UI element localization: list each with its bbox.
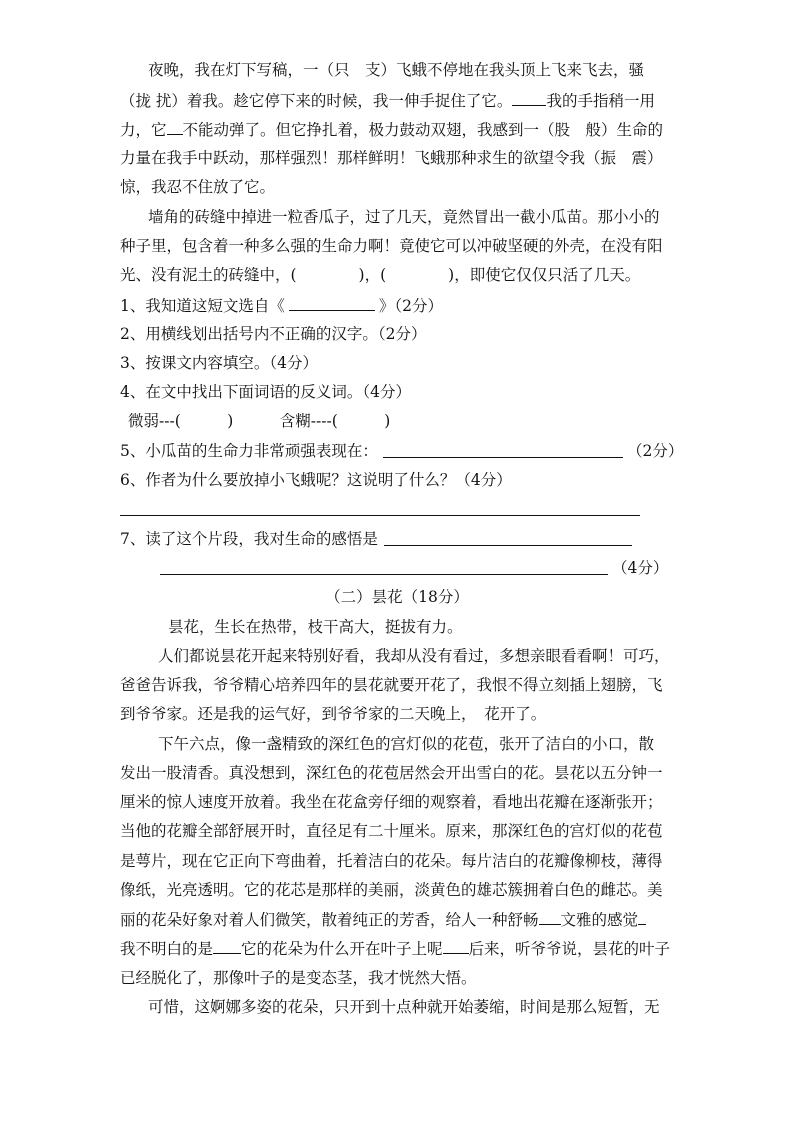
answer-line-q6[interactable] [120, 515, 640, 516]
section-title: （二）昙花（18分） [325, 588, 469, 606]
blank[interactable] [443, 937, 469, 954]
section2-line: 当他的花瓣全部舒展开时，直径足有二十厘米。原来，那深红色的宫灯似的花苞 [120, 822, 663, 840]
question-2: 2、用横线划出括号内不正确的汉字。（2分） [120, 325, 427, 343]
question-5: 5、小瓜苗的生命力非常顽强表现在： [120, 442, 378, 460]
passage1-line: 夜晚，我在灯下写稿，一（只 支）飞蛾不停地在我头顶上飞来飞去，骚 [148, 61, 645, 79]
blank[interactable] [213, 937, 241, 954]
blank[interactable] [638, 908, 646, 925]
question-5-score: （2分） [627, 442, 684, 460]
section2-line: 丽的花朵好象对着人们微笑，散着纯正的芳香，给人一种舒畅 文雅的感觉 [120, 908, 680, 931]
section2-line: 下午六点，像一盏精致的深红色的宫灯似的花苞，张开了洁白的小口，散 [158, 735, 655, 753]
section2-line: 已经脱化了，那像叶子的是变态茎，我才恍然大悟。 [120, 969, 477, 987]
question-7-score: （4分） [612, 559, 669, 577]
answer-line-q7[interactable] [384, 545, 632, 546]
answer-line-q7b[interactable] [160, 574, 608, 575]
passage1-line: 墙角的砖缝中掉进一粒香瓜子，过了几天，竟然冒出一截小瓜苗。那小小的 [148, 208, 660, 226]
section2-line: 发出一股清香。真没想到，深红色的花苞居然会开出雪白的花。昙花以五分钟一 [120, 764, 663, 782]
section2-line: 昙花，生长在热带，枝干高大，挺拔有力。 [168, 618, 463, 636]
blank[interactable] [512, 89, 546, 106]
question-4-words: 微弱---( ) 含糊----( ) [128, 412, 391, 430]
blank[interactable] [539, 908, 561, 925]
section2-line: 可惜，这婀娜多姿的花朵，只开到十点种就开始萎缩，时间是那么短暂，无 [148, 998, 660, 1016]
section2-line: 厘米的惊人速度开放着。我坐在花盒旁仔细的观察着，看地出花瓣在逐渐张开； [120, 793, 663, 811]
passage1-line: 惊，我忍不住放了它。 [120, 178, 276, 196]
passage1-line: 力，它 不能动弹了。但它挣扎着，极力鼓动双翅，我感到一（股 般）生命的 [120, 118, 680, 141]
question-6: 6、作者为什么要放掉小飞蛾呢？这说明了什么？（4分） [120, 471, 512, 489]
section2-line: 爸爸告诉我，爷爷精心培养四年的昙花就要开花了，我恨不得立刻插上翅膀，飞 [120, 676, 663, 694]
question-4: 4、在文中找出下面词语的反义词。（4分） [120, 383, 411, 401]
blank[interactable] [167, 118, 183, 135]
section2-line: 我不明白的是 它的花朵为什么开在叶子上呢 后来，听爷爷说，昙花的叶子 [120, 937, 680, 960]
passage1-line: （拢 扰）着我。趁它停下来的时候，我一伸手捉住了它。 我的手指稍一用 [120, 89, 680, 112]
question-7: 7、读了这个片段，我对生命的感悟是 [120, 530, 378, 548]
passage1-line: 种子里，包含着一种多么强的生命力啊！竟使它可以冲破坚硬的外壳，在没有阳 [120, 237, 663, 255]
section2-line: 像纸，光亮透明。它的花芯是那样的美丽，淡黄色的雄芯簇拥着白色的雌芯。美 [120, 881, 663, 899]
question-1: 1、我知道这短文选自《 》（2分） [120, 294, 680, 317]
section2-line: 是萼片，现在它正向下弯曲着，托着洁白的花朵。每片洁白的花瓣像柳枝，薄得 [120, 852, 663, 870]
passage1-line: 光、没有泥土的砖缝中，( )，( )，即使它仅仅只活了几天。 [120, 266, 641, 284]
section2-line: 到爷爷家。还是我的运气好，到爷爷家的二天晚上， 花开了。 [120, 705, 547, 723]
question-3: 3、按课文内容填空。（4分） [120, 354, 318, 372]
passage1-line: 力量在我手中跃动，那样强烈！那样鲜明！飞蛾那种求生的欲望令我（振 震） [120, 149, 663, 167]
answer-blank-q1[interactable] [289, 294, 375, 311]
section2-line: 人们都说昙花开起来特别好看，我却从没有看过，多想亲眼看看啊！可巧， [158, 647, 670, 665]
answer-line-q5[interactable] [383, 457, 623, 458]
